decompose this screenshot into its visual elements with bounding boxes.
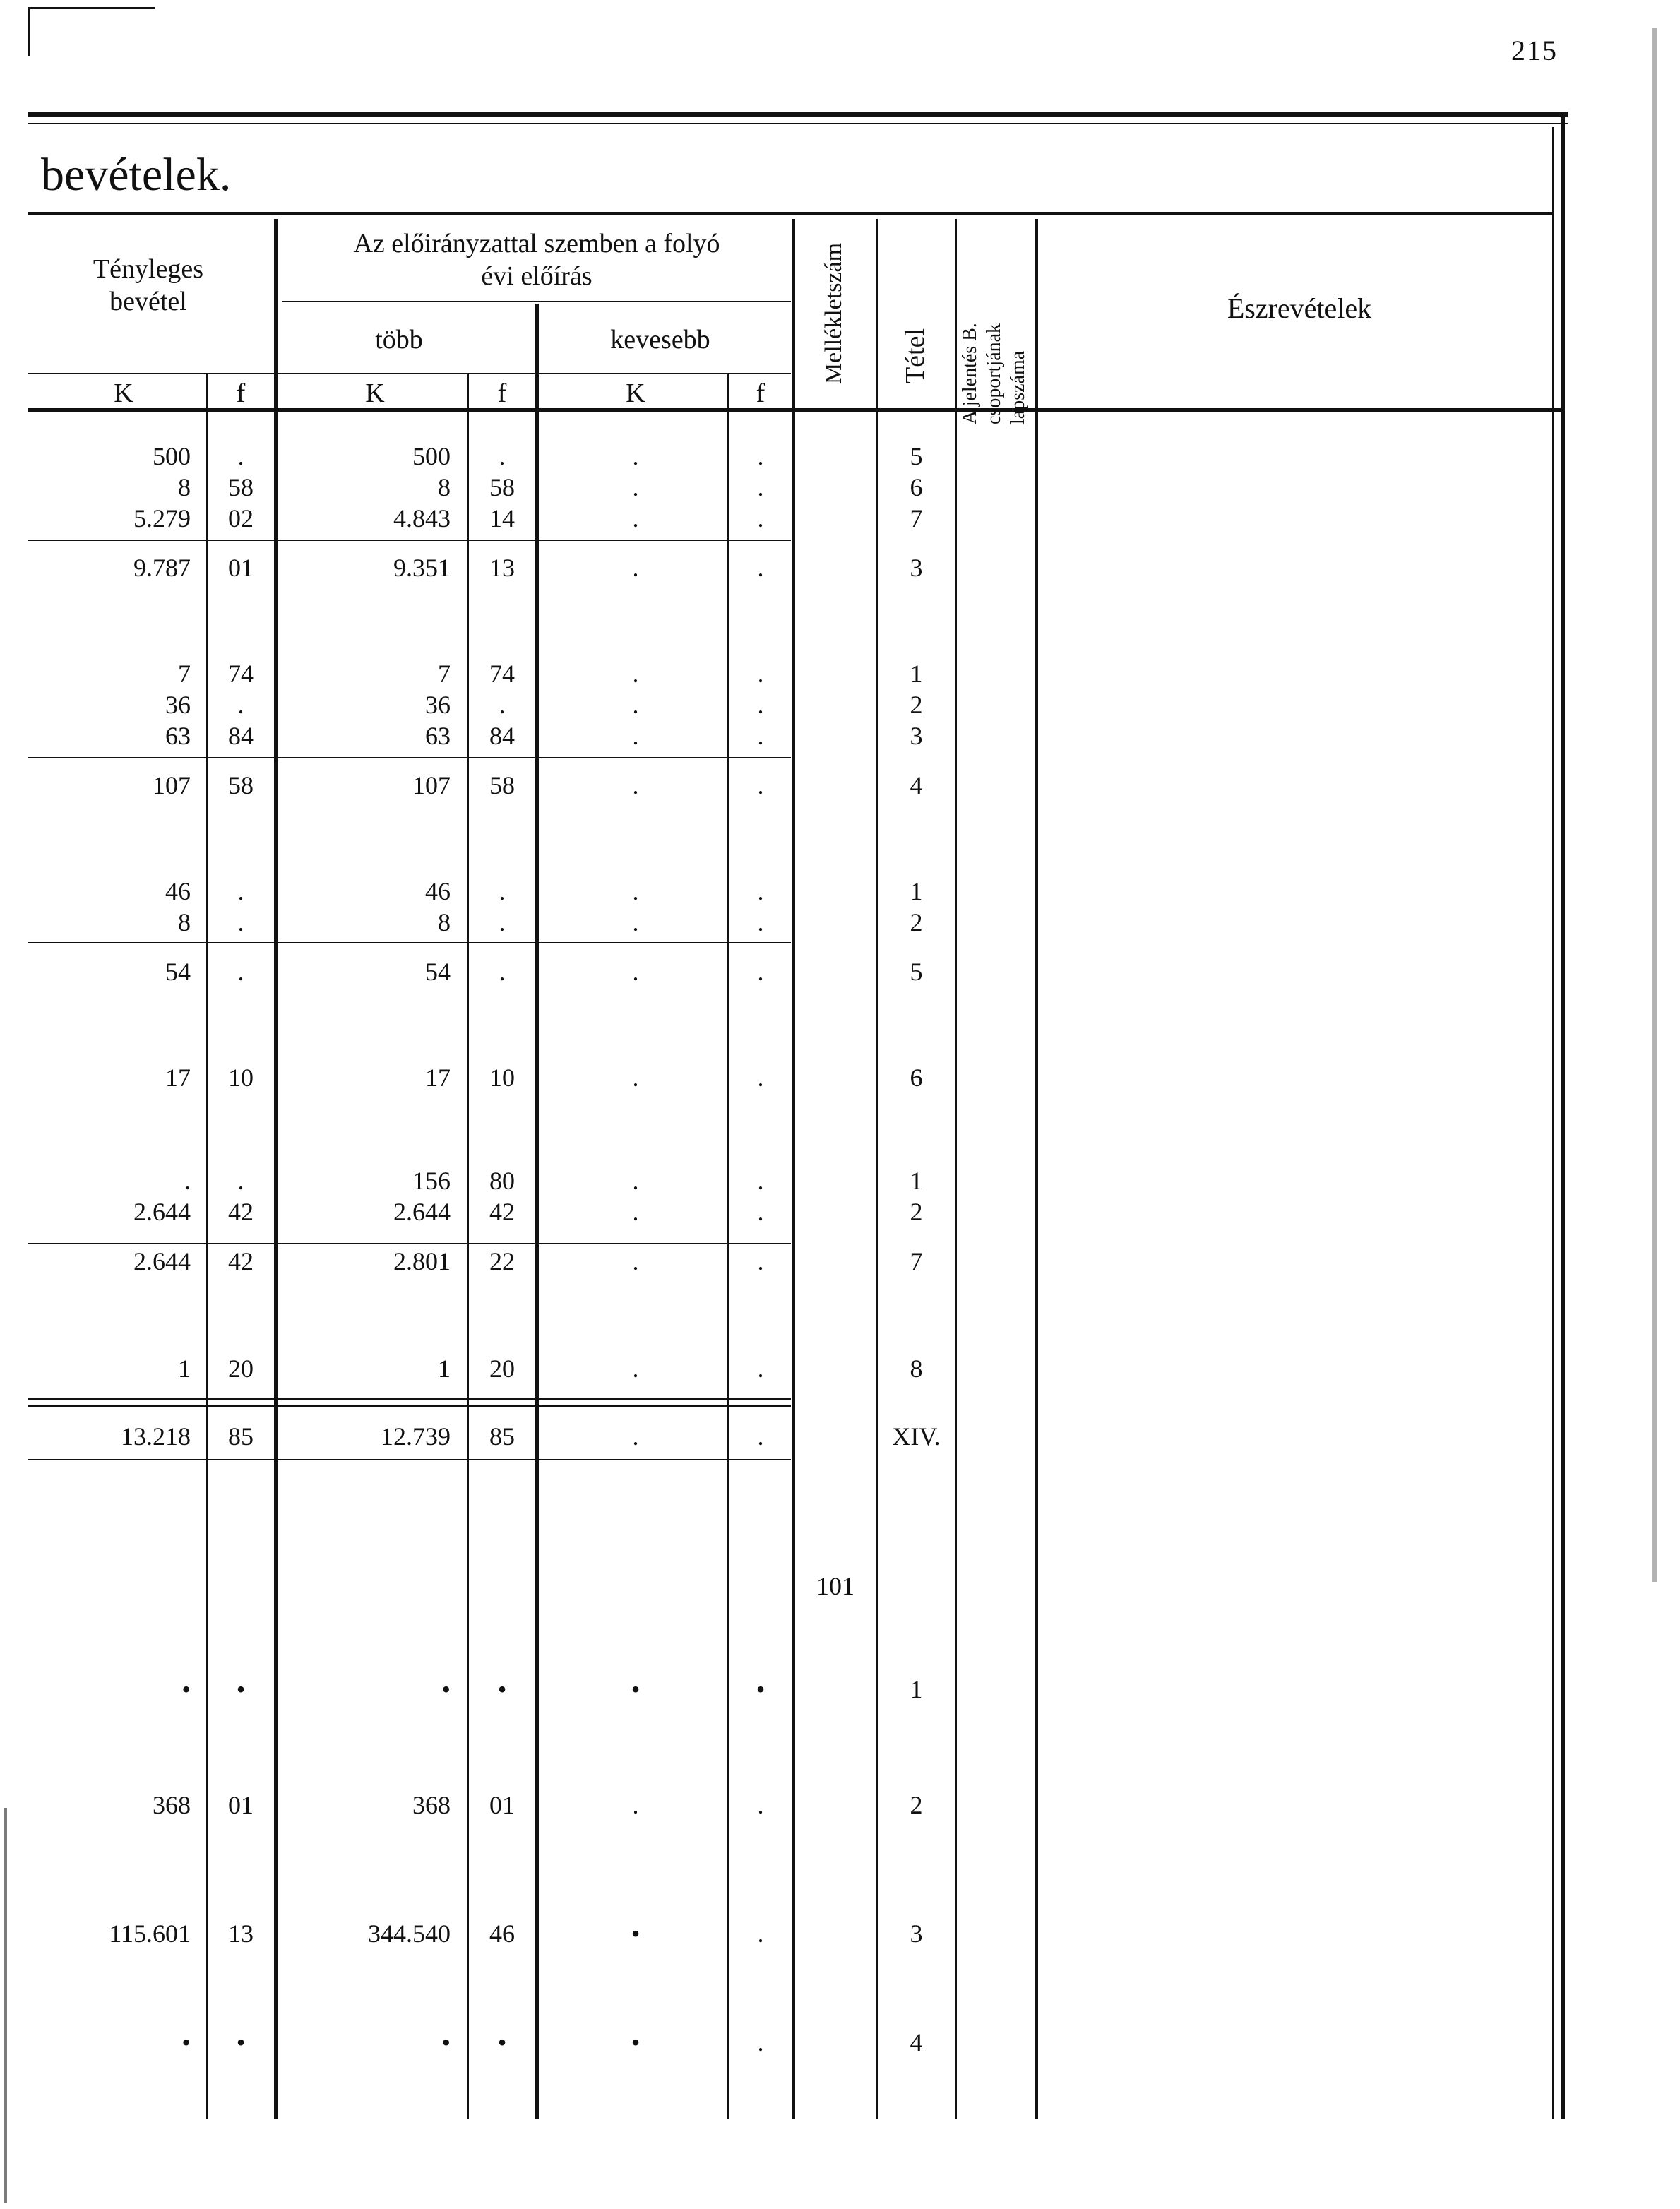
cell-more-k: 2.644	[393, 1198, 451, 1226]
cell-actual-k: 36	[165, 691, 191, 719]
cell-actual-k: 17	[165, 1064, 191, 1092]
cell-less-f: .	[757, 771, 764, 799]
cell-less-f: .	[757, 1791, 764, 1819]
cell-less-k: .	[632, 958, 639, 986]
page-title: bevételek.	[41, 149, 232, 201]
cell-actual-k: 46	[165, 877, 191, 905]
cell-more-f: 58	[489, 473, 515, 501]
col-rule-actual-more	[274, 219, 278, 2119]
cell-less-k: .	[632, 1064, 639, 1092]
cell-less-f: .	[757, 877, 764, 905]
cell-item: 6	[910, 1064, 923, 1092]
cell-more-f: 20	[489, 1354, 515, 1383]
cell-item: 7	[910, 504, 923, 532]
cell-more-k: 1	[438, 1354, 451, 1383]
cell-actual-f: •	[236, 2028, 246, 2056]
cell-item: 2	[910, 1198, 923, 1226]
header-unit-af: f	[236, 379, 246, 408]
cell-less-k: .	[632, 442, 639, 470]
header-attachment-no: Mellékletszám	[821, 242, 847, 385]
attachment-value: 101	[816, 1572, 854, 1600]
subtotal-rule-6	[28, 1405, 791, 1407]
cell-more-k: 46	[425, 877, 451, 905]
cell-more-f: .	[499, 908, 506, 936]
cell-item: 3	[910, 554, 923, 582]
page-right-rule	[1561, 113, 1565, 2119]
cell-actual-f: 02	[228, 504, 254, 532]
cell-less-k: .	[632, 1791, 639, 1819]
cell-actual-f: 01	[228, 1791, 254, 1819]
cell-less-k: .	[632, 660, 639, 688]
edge-mark-right	[1652, 28, 1657, 1582]
cell-less-f: .	[757, 1167, 764, 1195]
cell-less-k: .	[632, 1354, 639, 1383]
cell-actual-k: 500	[153, 442, 191, 470]
cell-actual-k: 8	[178, 908, 191, 936]
cell-more-f: 22	[489, 1247, 515, 1275]
cell-more-f: 14	[489, 504, 515, 532]
cell-more-f: 42	[489, 1198, 515, 1226]
cell-actual-f: .	[237, 442, 244, 470]
cell-more-k: 500	[412, 442, 451, 470]
cell-more-k: 9.351	[393, 554, 451, 582]
cell-more-f: •	[497, 1675, 507, 1703]
cell-less-k: •	[631, 1675, 641, 1703]
cell-more-k: 368	[412, 1791, 451, 1819]
cell-more-f: .	[499, 691, 506, 719]
cell-actual-f: 10	[228, 1064, 254, 1092]
cell-more-k: 7	[438, 660, 451, 688]
cell-actual-f: 01	[228, 554, 254, 582]
top-rule-thin	[28, 123, 1568, 124]
header-compared: Az előirányzattal szemben a folyó évi előírás	[353, 229, 720, 291]
cell-item: 1	[910, 877, 923, 905]
page-number: 215	[1511, 35, 1558, 66]
cell-actual-f: 13	[228, 1919, 254, 1948]
cell-actual-k: 63	[165, 722, 191, 750]
cell-actual-k: 115.601	[109, 1919, 191, 1948]
subtotal-rule-2	[28, 757, 791, 758]
cell-item: 6	[910, 473, 923, 501]
title-rule	[28, 212, 1554, 215]
header-unit-mk: K	[365, 379, 385, 408]
col-rule-report-remarks	[1035, 219, 1038, 2119]
cell-actual-k: 5.279	[133, 504, 191, 532]
cell-less-f: .	[757, 1247, 764, 1275]
header-unit-lf: f	[756, 379, 765, 408]
subtotal-rule-3	[28, 942, 791, 943]
col-rule-more-less	[535, 304, 539, 2119]
cell-more-f: 84	[489, 722, 515, 750]
top-rule	[28, 112, 1568, 117]
cell-actual-f: 42	[228, 1198, 254, 1226]
cell-item: 3	[910, 722, 923, 750]
page-right-rule-inner	[1552, 127, 1554, 2119]
cell-more-k: 2.801	[393, 1247, 451, 1275]
cell-more-f: 13	[489, 554, 515, 582]
cell-item: 2	[910, 908, 923, 936]
cell-more-f: 01	[489, 1791, 515, 1819]
cell-more-f: 85	[489, 1422, 515, 1451]
cell-less-k: .	[632, 1167, 639, 1195]
cell-less-f: •	[756, 1675, 765, 1703]
corner-mark-top	[28, 7, 155, 9]
cell-less-k: .	[632, 908, 639, 936]
cell-less-f: .	[757, 554, 764, 582]
subtotal-rule-7	[28, 1459, 791, 1460]
cell-more-k: •	[441, 1675, 451, 1703]
cell-less-k: .	[632, 554, 639, 582]
cell-less-k: •	[631, 2028, 641, 2056]
cell-more-f: 10	[489, 1064, 515, 1092]
cell-actual-k: 9.787	[133, 554, 191, 582]
cell-more-f: 80	[489, 1167, 515, 1195]
cell-item: 7	[910, 1247, 923, 1275]
cell-more-k: 36	[425, 691, 451, 719]
cell-actual-k: 2.644	[133, 1198, 191, 1226]
cell-actual-f: 58	[228, 473, 254, 501]
unit-rule-top	[28, 373, 791, 374]
cell-actual-f: .	[237, 1167, 244, 1195]
cell-item: 5	[910, 442, 923, 470]
cell-less-f: .	[757, 691, 764, 719]
cell-actual-k: •	[181, 1675, 191, 1703]
cell-actual-k: 368	[153, 1791, 191, 1819]
cell-less-k: .	[632, 877, 639, 905]
cell-item: 1	[910, 660, 923, 688]
cell-more-f: 46	[489, 1919, 515, 1948]
cell-less-k: .	[632, 473, 639, 501]
header-actual-income: Tényleges bevétel	[93, 254, 204, 316]
cell-less-k: .	[632, 771, 639, 799]
cell-actual-f: 74	[228, 660, 254, 688]
cell-more-k: 54	[425, 958, 451, 986]
cell-less-k: •	[631, 1919, 641, 1948]
cell-actual-k: •	[181, 2028, 191, 2056]
cell-actual-f: 42	[228, 1247, 254, 1275]
header-less: kevesebb	[610, 325, 710, 355]
cell-actual-f: 58	[228, 771, 254, 799]
cell-more-k: •	[441, 2028, 451, 2056]
cell-actual-k: 13.218	[121, 1422, 191, 1451]
cell-more-k: 17	[425, 1064, 451, 1092]
cell-less-k: .	[632, 1247, 639, 1275]
cell-item: 2	[910, 691, 923, 719]
cell-more-f: .	[499, 958, 506, 986]
cell-more-k: 8	[438, 908, 451, 936]
cell-more-f: .	[499, 877, 506, 905]
cell-item: XIV.	[892, 1422, 941, 1451]
cell-more-k: 4.843	[393, 504, 451, 532]
cell-less-f: .	[757, 1422, 764, 1451]
cell-item: 4	[910, 2028, 923, 2056]
cell-more-f: 58	[489, 771, 515, 799]
cell-item: 8	[910, 1354, 923, 1383]
cell-less-f: .	[757, 473, 764, 501]
cell-more-k: 344.540	[368, 1919, 451, 1948]
cell-actual-k: 7	[178, 660, 191, 688]
cell-actual-k: 8	[178, 473, 191, 501]
col-rule-item-report	[955, 219, 957, 2119]
cell-less-k: .	[632, 504, 639, 532]
subtotal-rule-5	[28, 1398, 791, 1400]
edge-mark-left-bottom	[4, 1808, 7, 2203]
cell-more-f: •	[497, 2028, 507, 2056]
header-item: Tétel	[900, 328, 930, 384]
header-subrule	[282, 301, 791, 302]
cell-item: 1	[910, 1675, 923, 1703]
cell-less-f: .	[757, 958, 764, 986]
cell-actual-f: 84	[228, 722, 254, 750]
cell-more-k: 107	[412, 771, 451, 799]
subtotal-rule-4	[28, 1243, 791, 1244]
cell-more-k: 156	[412, 1167, 451, 1195]
cell-less-f: .	[757, 1919, 764, 1948]
cell-item: 1	[910, 1167, 923, 1195]
cell-less-f: .	[757, 660, 764, 688]
cell-less-k: .	[632, 722, 639, 750]
cell-actual-f: .	[237, 691, 244, 719]
subtotal-rule-1	[28, 540, 791, 541]
corner-mark-left	[28, 7, 30, 56]
header-report-page: A jelentés B. csoportjának lapszáma	[959, 323, 1029, 424]
cell-actual-f: .	[237, 877, 244, 905]
cell-more-k: 63	[425, 722, 451, 750]
cell-less-f: .	[757, 2028, 764, 2056]
cell-less-k: .	[632, 1422, 639, 1451]
cell-actual-f: 85	[228, 1422, 254, 1451]
cell-less-k: .	[632, 691, 639, 719]
cell-less-f: .	[757, 1354, 764, 1383]
cell-less-f: .	[757, 1198, 764, 1226]
cell-actual-k: .	[184, 1167, 191, 1195]
cell-less-k: .	[632, 1198, 639, 1226]
cell-actual-k: 1	[178, 1354, 191, 1383]
cell-actual-f: .	[237, 908, 244, 936]
header-more: több	[375, 325, 423, 355]
cell-less-f: .	[757, 1064, 764, 1092]
cell-less-f: .	[757, 442, 764, 470]
cell-less-f: .	[757, 908, 764, 936]
cell-more-k: 12.739	[381, 1422, 451, 1451]
cell-actual-k: 107	[153, 771, 191, 799]
cell-item: 2	[910, 1791, 923, 1819]
header-unit-lk: K	[626, 379, 645, 408]
cell-actual-f: •	[236, 1675, 246, 1703]
cell-less-f: .	[757, 504, 764, 532]
cell-actual-k: 2.644	[133, 1247, 191, 1275]
col-rule-less-attach	[792, 219, 795, 2119]
cell-item: 3	[910, 1919, 923, 1948]
cell-more-f: .	[499, 442, 506, 470]
cell-more-k: 8	[438, 473, 451, 501]
header-remarks: Észrevételek	[1227, 292, 1372, 324]
cell-item: 5	[910, 958, 923, 986]
cell-item: 4	[910, 771, 923, 799]
header-unit-mf: f	[497, 379, 507, 408]
header-unit-ak: K	[114, 379, 133, 408]
cell-actual-f: .	[237, 958, 244, 986]
cell-more-f: 74	[489, 660, 515, 688]
cell-actual-f: 20	[228, 1354, 254, 1383]
cell-less-f: .	[757, 722, 764, 750]
cell-actual-k: 54	[165, 958, 191, 986]
